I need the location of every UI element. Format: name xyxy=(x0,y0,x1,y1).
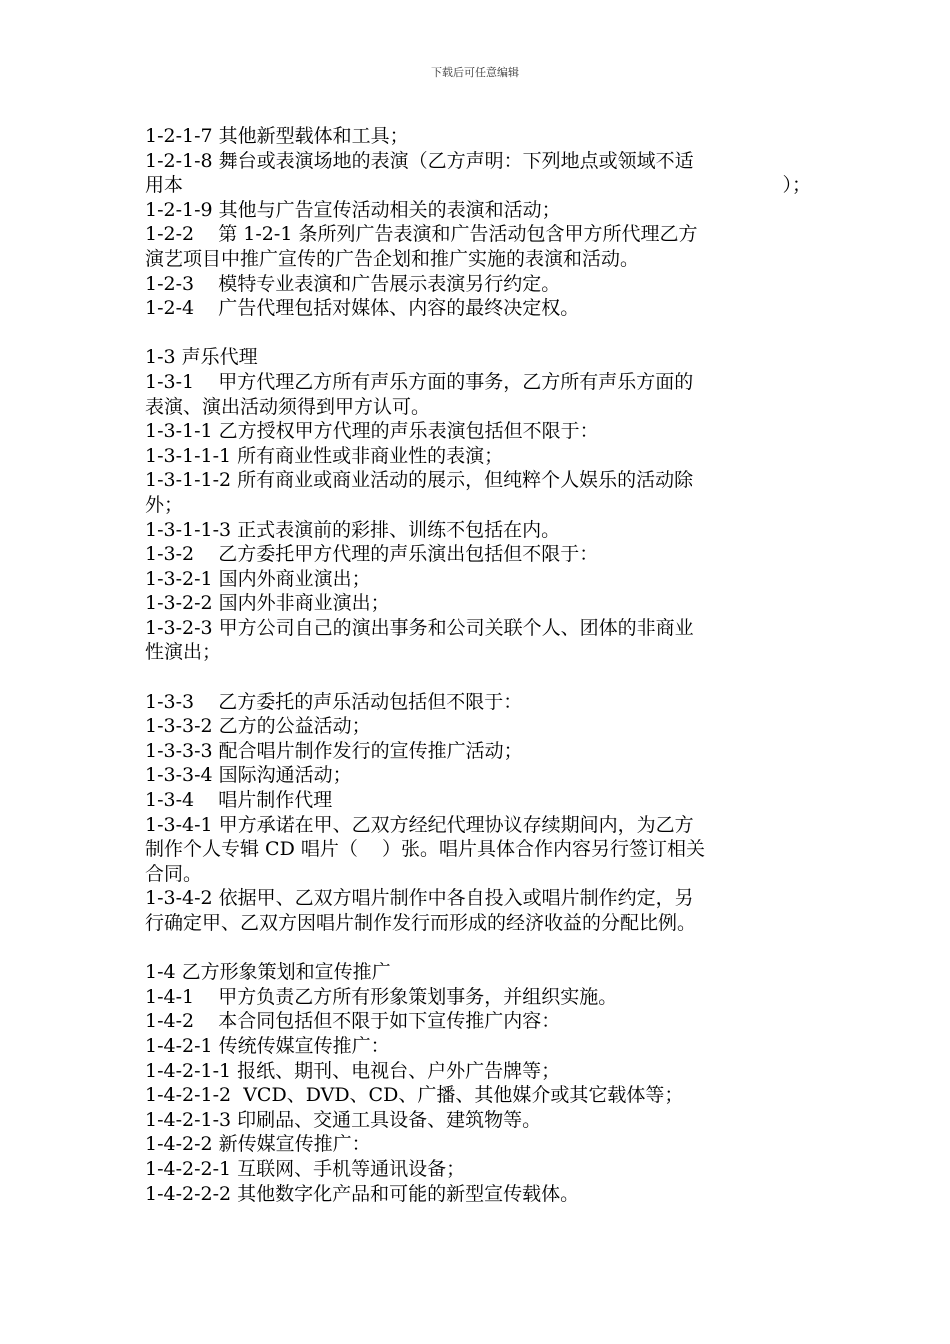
paragraph-line: 1-2-2 第 1-2-1 条所列广告表演和广告活动包含甲方所代理乙方 xyxy=(145,223,698,246)
paragraph-line: 表演、演出活动须得到甲方认可。 xyxy=(145,395,431,418)
paragraph-line-left: 用本 xyxy=(145,174,184,197)
paragraph-line: 1-2-3 模特专业表演和广告展示表演另行约定。 xyxy=(145,272,561,295)
paragraph-line: 制作个人专辑 CD 唱片（ ）张。唱片具体合作内容另行签订相关 xyxy=(145,838,706,861)
paragraph-line: 1-4-2-2-2 其他数字化产品和可能的新型宣传载体。 xyxy=(145,1182,580,1205)
paragraph-line-right: ）； xyxy=(782,174,811,197)
blank-line xyxy=(145,321,811,346)
blank-line xyxy=(145,665,811,690)
page-header-note: 下载后可任意编辑 xyxy=(431,66,519,79)
paragraph-line: 演艺项目中推广宣传的广告企划和推广实施的表演和活动。 xyxy=(145,247,640,270)
paragraph-line: 1-3-2-2 国内外非商业演出； xyxy=(145,592,390,615)
paragraph-line: 1-3-3 乙方委托的声乐活动包括但不限于： xyxy=(145,690,523,713)
paragraph-line: 1-3-3-3 配合唱片制作发行的宣传推广活动； xyxy=(145,739,523,762)
document-body xyxy=(145,124,811,1206)
paragraph-line: 1-4-1 甲方负责乙方所有形象策划事务，并组织实施。 xyxy=(145,985,618,1008)
paragraph-line xyxy=(145,173,811,198)
paragraph-line: 1-2-1-7 其他新型载体和工具； xyxy=(145,125,409,147)
paragraph-line: 1-4-2-2 新传媒宣传推广： xyxy=(145,1133,371,1156)
paragraph-line: 1-3-4-1 甲方承诺在甲、乙双方经纪代理协议存续期间内，为乙方 xyxy=(145,813,694,836)
paragraph-line: 1-3-1 甲方代理乙方所有声乐方面的事务，乙方所有声乐方面的 xyxy=(145,370,694,393)
paragraph-line: 1-4-2 本合同包括但不限于如下宣传推广内容： xyxy=(145,1010,561,1033)
paragraph-line: 1-4-2-1-1 报纸、期刊、电视台、户外广告牌等； xyxy=(145,1059,561,1082)
paragraph-line: 行确定甲、乙双方因唱片制作发行而形成的经济收益的分配比例。 xyxy=(145,912,697,934)
paragraph-line: 1-3-1-1-1 所有商业性或非商业性的表演； xyxy=(145,444,504,467)
paragraph-line: 1-3-1-1-2 所有商业或商业活动的展示，但纯粹个人娱乐的活动除 xyxy=(145,469,694,492)
paragraph-line: 1-4-2-1-2 VCD、DVD、CD、广播、其他媒介或其它载体等； xyxy=(145,1084,684,1107)
paragraph-line: 1-2-1-8 舞台或表演场地的表演（乙方声明：下列地点或领域不适 xyxy=(145,149,694,172)
paragraph-line: 1-4-2-1-3 印刷品、交通工具设备、建筑物等。 xyxy=(145,1108,542,1131)
paragraph-line: 1-3-3-2 乙方的公益活动； xyxy=(145,715,371,738)
paragraph-line: 1-2-4 广告代理包括对媒体、内容的最终决定权。 xyxy=(145,297,580,320)
paragraph-line: 1-3-1-1 乙方授权甲方代理的声乐表演包括但不限于： xyxy=(145,420,599,443)
paragraph-line: 合同。 xyxy=(145,862,203,885)
paragraph-line: 1-4-2-2-1 互联网、手机等通讯设备； xyxy=(145,1157,466,1180)
paragraph-line: 1-3-2 乙方委托甲方代理的声乐演出包括但不限于： xyxy=(145,543,599,566)
paragraph-line: 1-2-1-9 其他与广告宣传活动相关的表演和活动； xyxy=(145,198,561,221)
paragraph-line: 1-3-2-3 甲方公司自己的演出事务和公司关联个人、团体的非商业 xyxy=(145,616,694,639)
paragraph-line: 1-4-2-1 传统传媒宣传推广： xyxy=(145,1034,390,1057)
paragraph-line: 1-3-4-2 依据甲、乙双方唱片制作中各自投入或唱片制作约定，另 xyxy=(145,887,694,910)
paragraph-line: 1-3 声乐代理 xyxy=(145,346,258,369)
paragraph-line: 性演出； xyxy=(145,641,222,664)
paragraph-line: 1-3-3-4 国际沟通活动； xyxy=(145,764,352,787)
blank-line xyxy=(145,936,811,961)
paragraph-line: 1-3-4 唱片制作代理 xyxy=(145,789,333,812)
paragraph-line: 1-3-1-1-3 正式表演前的彩排、训练不包括在内。 xyxy=(145,518,561,541)
paragraph-line: 1-4 乙方形象策划和宣传推广 xyxy=(145,961,391,984)
paragraph-line: 1-3-2-1 国内外商业演出； xyxy=(145,567,371,590)
paragraph-line: 外； xyxy=(145,493,184,516)
